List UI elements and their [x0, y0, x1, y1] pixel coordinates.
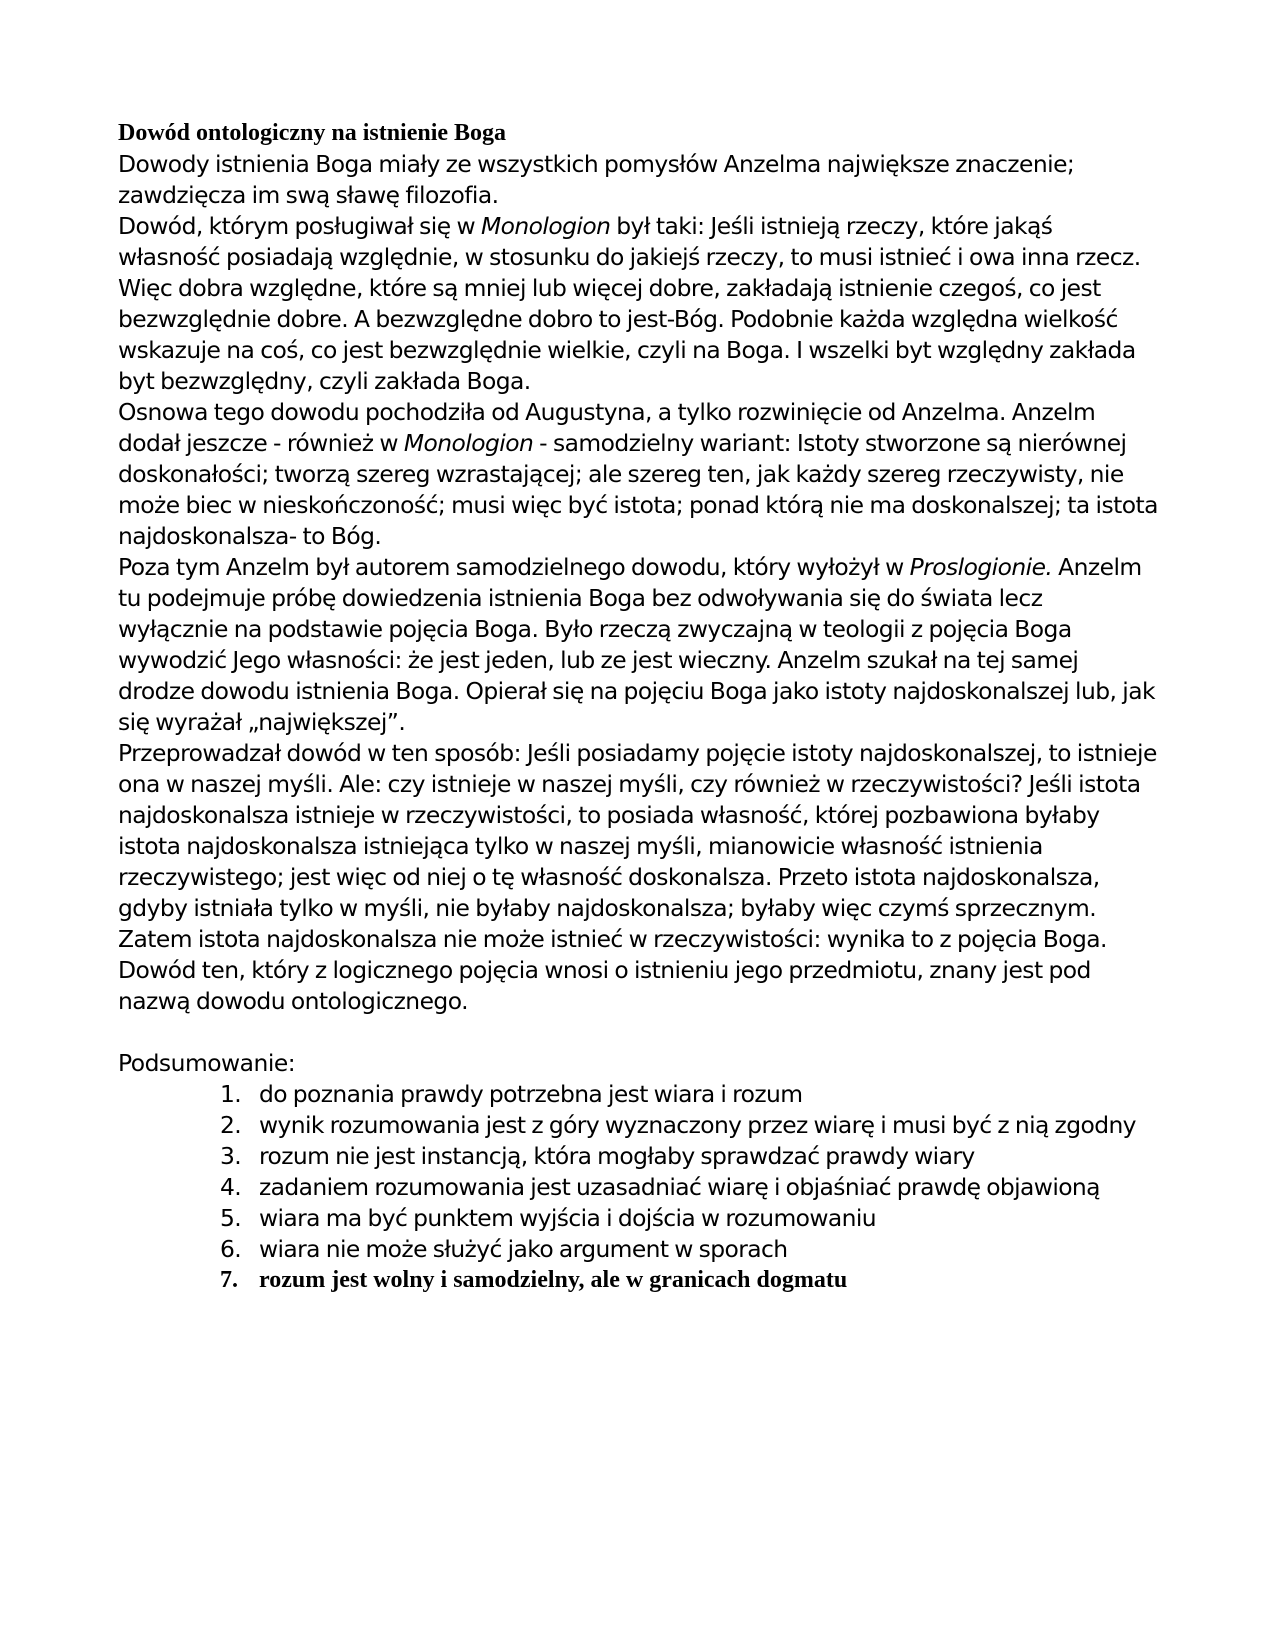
list-number: 7. — [220, 1267, 238, 1293]
list-item — [118, 1110, 1158, 1141]
italic-work-title: Monologion — [480, 212, 611, 240]
paragraph-monologion-proof — [118, 211, 1158, 397]
paragraph-text: Poza tym Anzelm był autorem samodzielnego dowodu, który wyłożył w — [118, 553, 910, 581]
list-item — [118, 1141, 1158, 1172]
list-number: 3. — [220, 1142, 242, 1170]
list-item-text: wiara ma być punktem wyjścia i dojścia w rozumowaniu — [259, 1204, 876, 1232]
list-item-text: wiara nie może służyć jako argument w sporach — [259, 1235, 788, 1263]
list-number: 6. — [220, 1235, 242, 1263]
list-item-bold — [118, 1265, 1158, 1296]
italic-work-title: Monologion — [403, 429, 534, 457]
paragraph-proslogion-proof — [118, 552, 1158, 738]
list-number: 1. — [220, 1080, 242, 1108]
paragraph-text: Dowód, którym posługiwał się w — [118, 212, 481, 240]
list-item-text: zadaniem rozumowania jest uzasadniać wiarę i objaśniać prawdę objawioną — [259, 1173, 1100, 1201]
paragraph-text: - samodzielny wariant: Istoty stworzone są nierównej doskonałości; tworzą szereg wzrastającej; ale szereg ten, jak każdy szereg rzeczywisty, nie może biec w nieskończoność; musi więc być istota; ponad którą nie ma doskonalszej; ta istota najdoskonalsza- to Bóg. — [118, 429, 1158, 550]
paragraph-intro: Dowody istnienia Boga miały ze wszystkich pomysłów Anzelma największe znaczenie; zawdzięcza im swą sławę filozofia. — [118, 150, 1075, 209]
list-number: 2. — [220, 1111, 242, 1139]
list-number: 5. — [220, 1204, 242, 1232]
document-body — [118, 118, 1158, 1296]
list-item — [118, 1234, 1158, 1265]
list-item — [118, 1172, 1158, 1203]
list-item — [118, 1079, 1158, 1110]
list-item-text: do poznania prawdy potrzebna jest wiara i rozum — [259, 1080, 803, 1108]
paragraph-augustine-origin — [118, 397, 1158, 552]
paragraph-text: Anzelm tu podejmuje próbę dowiedzenia istnienia Boga bez odwoływania się do świata lecz wyłącznie na podstawie pojęcia Boga. Było rzeczą zwyczajną w teologii z pojęcia Boga wywodzić Jego własności: że jest jeden, lub ze jest wieczny. Anzelm szukał na tej samej drodze dowodu istnienia Boga. Opierał się na pojęciu Boga jako istoty najdoskonalszej lub, jak się wyrażał „największej”. — [118, 553, 1156, 736]
list-item — [118, 1203, 1158, 1234]
list-item-text: rozum jest wolny i samodzielny, ale w granicach dogmatu — [259, 1267, 848, 1293]
document-title: Dowód ontologiczny na istnienie Boga — [118, 120, 507, 146]
list-item-text: rozum nie jest instancją, która mogłaby sprawdzać prawdy wiary — [259, 1142, 975, 1170]
blank-line — [118, 1017, 1158, 1048]
paragraph-ontological-argument: Przeprowadzał dowód w ten sposób: Jeśli posiadamy pojęcie istoty najdoskonalszej, to istnieje ona w naszej myśli. Ale: czy istnieje w naszej myśli, czy również w rzeczywistości? Jeśli istota najdoskonalsza istnieje w rzeczywistości, to posiada własność, której pozbawiona byłaby istota najdoskonalsza istniejąca tylko w naszej myśli, mianowicie własność istnienia rzeczywistego; jest więc od niej o tę własność doskonalsza. Przeto istota najdoskonalsza, gdyby istniała tylko w myśli, nie byłaby najdoskonalsza; byłaby więc czymś sprzecznym. Zatem istota najdoskonalsza nie może istnieć w rzeczywistości: wynika to z pojęcia Boga. Dowód ten, który z logicznego pojęcia wnosi o istnieniu jego przedmiotu, znany jest pod nazwą dowodu ontologicznego. — [118, 739, 1157, 1015]
italic-work-title: Proslogionie. — [909, 553, 1053, 581]
summary-heading: Podsumowanie: — [118, 1049, 296, 1077]
summary-list — [118, 1079, 1158, 1296]
list-item-text: wynik rozumowania jest z góry wyznaczony przez wiarę i musi być z nią zgodny — [259, 1111, 1136, 1139]
list-number: 4. — [220, 1173, 242, 1201]
paragraph-text: był taki: Jeśli istnieją rzeczy, które jakąś własność posiadają względnie, w stosunku do jakiejś rzeczy, to musi istnieć i owa inna rzecz. Więc dobra względne, które są mniej lub więcej dobre, zakładają istnienie czegoś, co jest bezwzględnie dobre. A bezwzględne dobro to jest-Bóg. Podobnie każda względna wielkość wskazuje na coś, co jest bezwzględnie wielkie, czyli na Boga. I wszelki byt względny zakłada byt bezwzględny, czyli zakłada Boga. — [118, 212, 1141, 395]
paragraph-text: Osnowa tego dowodu pochodziła od Augustyna, a tylko rozwinięcie od Anzelma. Anzelm dodał jeszcze - również w — [118, 398, 1096, 457]
